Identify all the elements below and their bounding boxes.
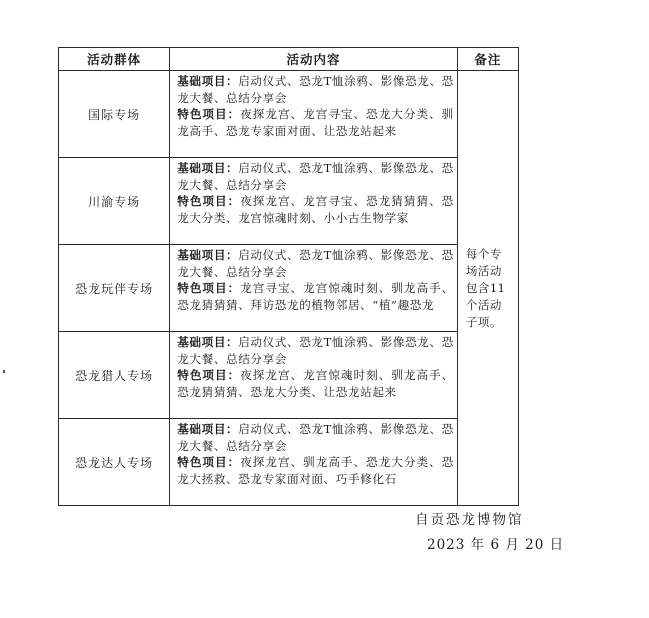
table-header-row (59, 48, 519, 71)
basic-items: 启动仪式、恐龙T恤涂鸦、影像恐龙、恐龙大餐、总结分享会 (177, 74, 454, 105)
basic-label: 基础项目： (177, 335, 239, 349)
table-row (59, 245, 519, 332)
basic-label: 基础项目： (177, 74, 239, 88)
special-items: 夜探龙宫、龙宫惊魂时刻、驯龙高手、恐龙猜猜猜、恐龙大分类、让恐龙站起来 (177, 368, 454, 399)
table-row (59, 332, 519, 419)
note-cell: 每个专场活动包含11个活动子项。 (457, 71, 518, 506)
table-row (59, 158, 519, 245)
group-cell: 恐龙玩伴专场 (59, 245, 170, 332)
special-items: 夜探龙宫、龙宫寻宝、恐龙猜猜猜、恐龙大分类、龙宫惊魂时刻、小小古生物学家 (177, 194, 454, 225)
basic-label: 基础项目： (177, 161, 239, 175)
special-items: 龙宫寻宝、龙宫惊魂时刻、驯龙高手、恐龙猜猜猜、拜访恐龙的植物邻居、“植”趣恐龙 (177, 281, 454, 312)
basic-items: 启动仪式、恐龙T恤涂鸦、影像恐龙、恐龙大餐、总结分享会 (177, 422, 454, 453)
content-cell (170, 71, 458, 158)
table-row (59, 71, 519, 158)
content-cell (170, 245, 458, 332)
signature-organization: 自贡恐龙博物馆 (415, 512, 524, 528)
basic-label: 基础项目： (177, 248, 239, 262)
table-row (59, 419, 519, 506)
group-cell: 恐龙达人专场 (59, 419, 170, 506)
header-content: 活动内容 (170, 48, 458, 71)
basic-items: 启动仪式、恐龙T恤涂鸦、影像恐龙、恐龙大餐、总结分享会 (177, 335, 454, 366)
special-items: 夜探龙宫、龙宫寻宝、恐龙大分类、驯龙高手、恐龙专家面对面、让恐龙站起来 (177, 107, 454, 138)
basic-items: 启动仪式、恐龙T恤涂鸦、影像恐龙、恐龙大餐、总结分享会 (177, 161, 454, 192)
special-label: 特色项目： (177, 194, 241, 208)
content-cell (170, 419, 458, 506)
group-cell: 恐龙猎人专场 (59, 332, 170, 419)
special-label: 特色项目： (177, 281, 241, 295)
scan-speck (3, 370, 5, 373)
group-cell: 国际专场 (59, 71, 170, 158)
special-label: 特色项目： (177, 455, 241, 469)
activity-table (58, 47, 519, 506)
special-label: 特色项目： (177, 107, 241, 121)
special-label: 特色项目： (177, 368, 241, 382)
special-items: 夜探龙宫、驯龙高手、恐龙大分类、恐龙大拯救、恐龙专家面对面、巧手修化石 (177, 455, 454, 486)
basic-items: 启动仪式、恐龙T恤涂鸦、影像恐龙、恐龙大餐、总结分享会 (177, 248, 454, 279)
header-note: 备注 (457, 48, 518, 71)
header-group: 活动群体 (59, 48, 170, 71)
content-cell (170, 158, 458, 245)
content-cell (170, 332, 458, 419)
group-cell: 川渝专场 (59, 158, 170, 245)
basic-label: 基础项目： (177, 422, 239, 436)
signature-date: 2023 年 6 月 20 日 (427, 537, 565, 553)
